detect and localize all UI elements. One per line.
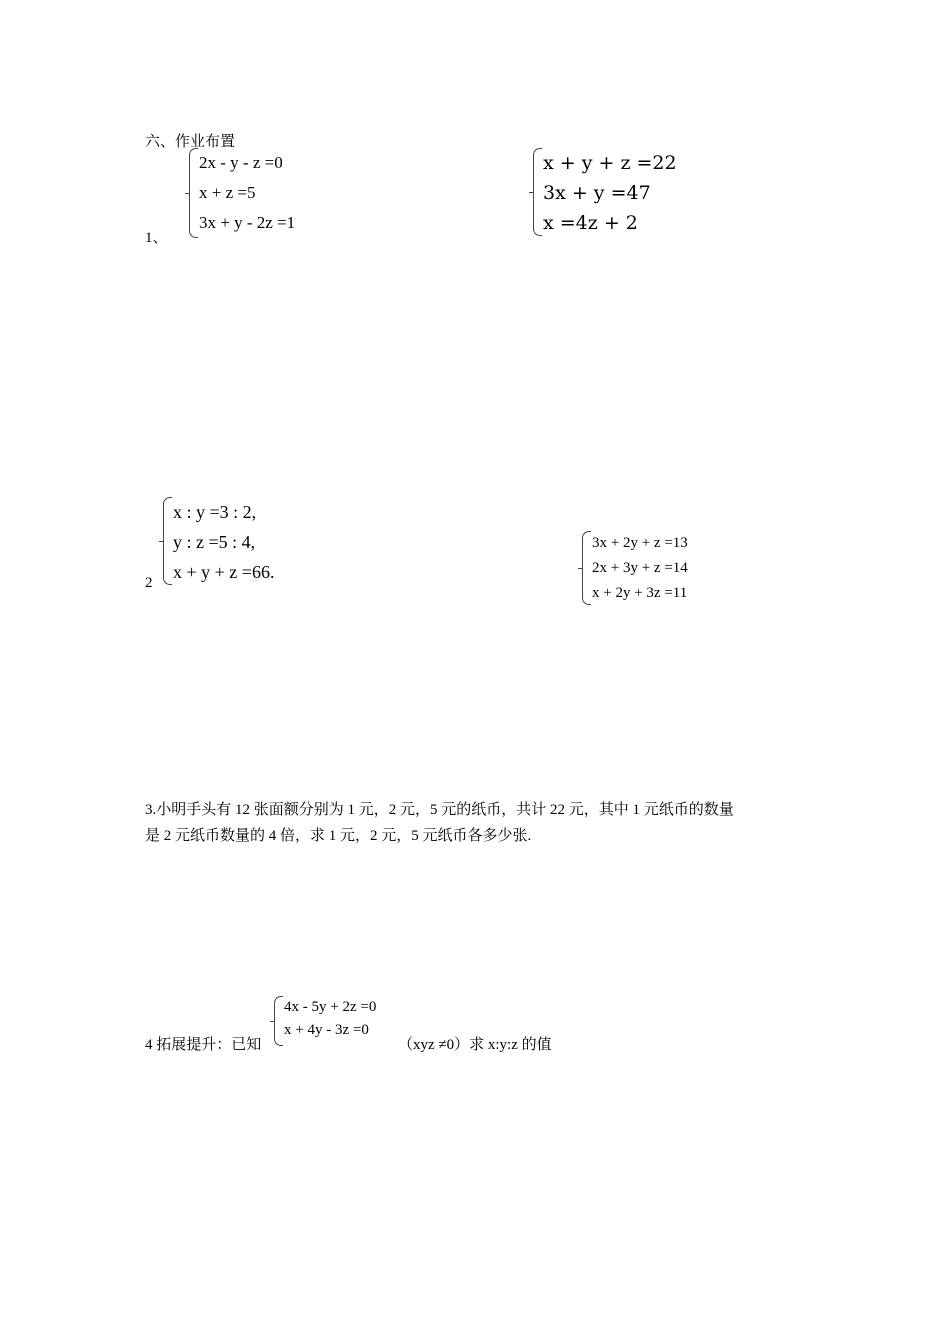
problem-1-system-a	[189, 148, 319, 238]
problem-1-system-b	[533, 148, 683, 236]
equation: y : z =5 : 4,	[173, 532, 256, 552]
equation: 2x - y - z =0	[199, 153, 283, 172]
problem-1-label: 1、	[145, 230, 168, 246]
equation: x : y =3 : 2,	[173, 502, 257, 522]
brace-icon	[274, 996, 283, 1046]
brace-icon	[533, 148, 542, 236]
equation: x =4z + 2	[543, 212, 638, 234]
equation: 3x + y =47	[543, 182, 651, 204]
problem-2-system-a	[163, 497, 293, 585]
equation: x + 2y + 3z =11	[592, 585, 688, 601]
brace-icon	[582, 531, 591, 605]
problem-2-label: 2	[145, 575, 153, 591]
problem-3-text	[145, 797, 734, 849]
problem-3-line-1: 3.小明手头有 12 张面额分别为 1 元，2 元，5 元的纸币，共计 22 元，其中 1 元纸币的数量	[145, 802, 734, 818]
brace-icon	[189, 148, 198, 238]
equation: x + y + z =66.	[173, 562, 275, 582]
brace-icon	[163, 497, 172, 585]
equation: 2x + 3y + z =14	[592, 560, 688, 576]
problem-4-prefix: 4 拓展提升：已知	[145, 1037, 262, 1053]
problem-2-system-b	[582, 531, 712, 605]
equation: x + y + z =22	[543, 152, 677, 174]
equation: x + z =5	[199, 183, 256, 202]
equation: 3x + y - 2z =1	[199, 213, 296, 232]
equation: 4x - 5y + 2z =0	[284, 999, 377, 1015]
section-title: 六、作业布置	[145, 134, 236, 150]
problem-4-system	[274, 996, 394, 1046]
equation: x + 4y - 3z =0	[284, 1022, 369, 1038]
problem-3-line-2: 是 2 元纸币数量的 4 倍，求 1 元，2 元，5 元纸币各多少张.	[145, 828, 532, 844]
equation: 3x + 2y + z =13	[592, 535, 688, 551]
problem-4-suffix: （xyz ≠0）求 x:y:z 的值	[398, 1037, 552, 1053]
